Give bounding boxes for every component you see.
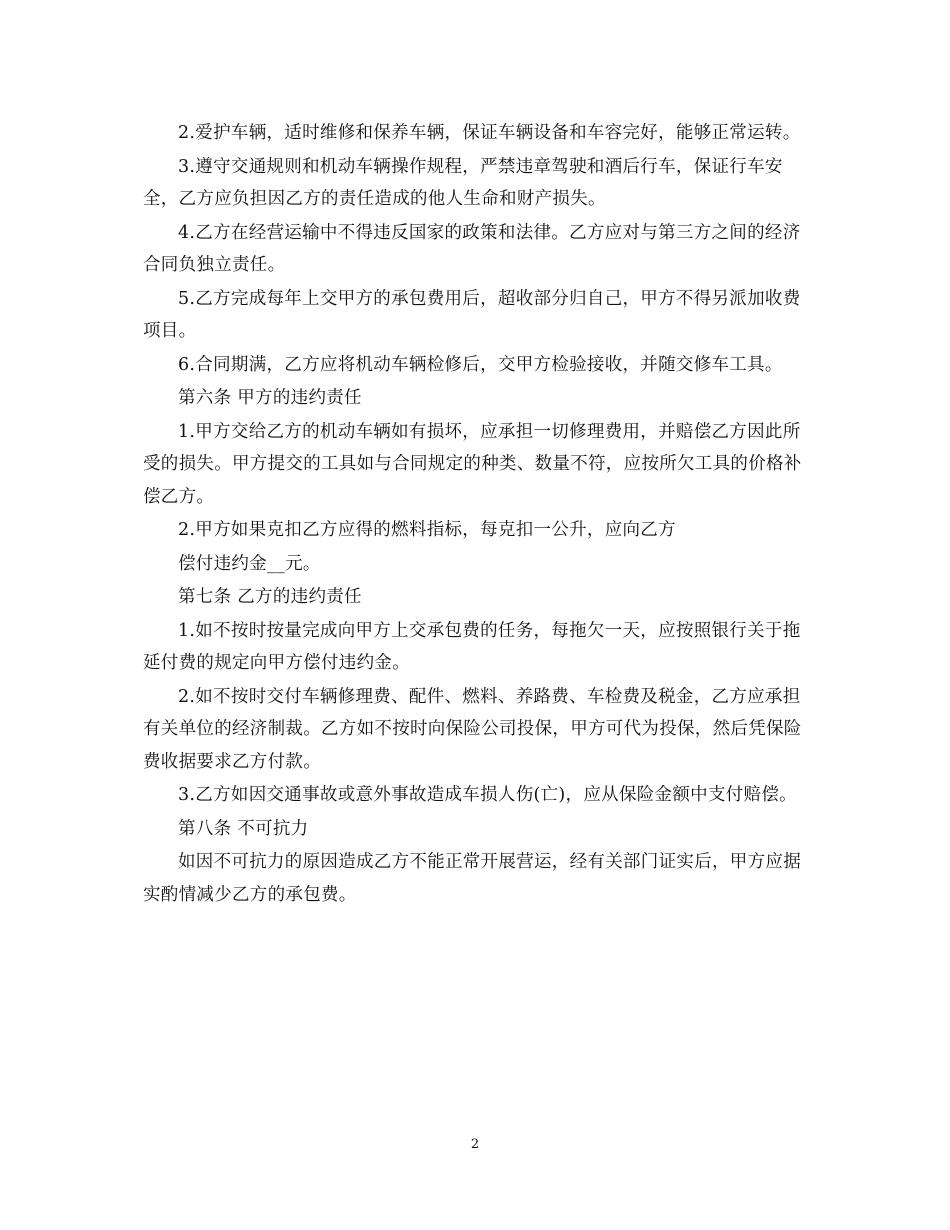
clause-maintain-vehicle: 2.爱护车辆，适时维修和保养车辆，保证车辆设备和车容完好，能够正常运转。 xyxy=(178,123,801,143)
clause-contract-expiry: 6.合同期满，乙方应将机动车辆检修后，交甲方检验接收，并随交修车工具。 xyxy=(178,354,783,375)
article-7-heading: 第七条 乙方的违约责任 xyxy=(178,587,362,607)
article-6-heading: 第六条 甲方的违约责任 xyxy=(178,388,362,408)
clause-surplus-income: 5.乙方完成每年上交甲方的承包费用后，超收部分归自己，甲方不得另派加收费项目。 xyxy=(143,288,801,341)
clause-law-compliance: 4.乙方在经营运输中不得违反国家的政策和法律。乙方应对与第三方之间的经济合同负独立责任。 xyxy=(143,222,801,275)
clause-party-a-damage: 1.甲方交给乙方的机动车辆如有损坏，应承担一切修理费用，并赔偿乙方因此所受的损失。甲方提交的工具如与合同规定的种类、数量不符，应按所欠工具的价格补偿乙方。 xyxy=(143,421,802,507)
clause-force-majeure: 如因不可抗力的原因造成乙方不能正常开展营运，经有关部门证实后，甲方应据实酌情减少乙方的承包费。 xyxy=(143,852,801,905)
clause-traffic-rules: 3.遵守交通规则和机动车辆操作规程，严禁违章驾驶和酒后行车，保证行车安全，乙方应负担因乙方的责任造成的他人生命和财产损失。 xyxy=(143,156,783,209)
clause-party-b-payments: 2.如不按时交付车辆修理费、配件、燃料、养路费、车检费及税金，乙方应承担有关单位的经济制裁。乙方如不按时向保险公司投保，甲方可代为投保，然后凭保险费收据要求乙方付款。 xyxy=(143,686,802,772)
clause-party-a-fuel: 2.甲方如果克扣乙方应得的燃料指标，每克扣一公升，应向乙方 xyxy=(178,520,676,540)
clause-party-a-penalty: 偿付违约金__元。 xyxy=(178,553,321,574)
clause-party-b-accident: 3.乙方如因交通事故或意外事故造成车损人伤(亡)，应从保险金额中支付赔偿。 xyxy=(178,785,797,805)
document-body xyxy=(143,117,808,912)
page-number: 2 xyxy=(470,1137,480,1152)
clause-party-b-late-fee: 1.如不按时按量完成向甲方上交承包费的任务，每拖欠一天，应按照银行关于拖延付费的规定向甲方偿付违约金。 xyxy=(143,620,801,673)
article-8-heading: 第八条 不可抗力 xyxy=(178,818,309,839)
